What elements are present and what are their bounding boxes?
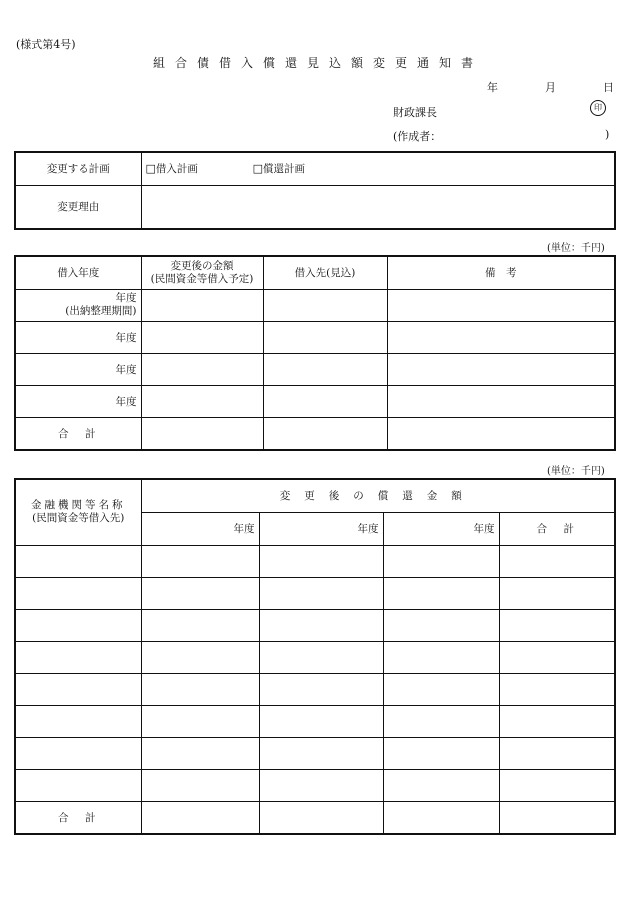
header-total-col: 合 計 bbox=[499, 512, 615, 545]
institution-cell[interactable] bbox=[15, 545, 141, 577]
year-3-amount-cell[interactable] bbox=[383, 769, 499, 801]
option-repayment-plan-label: 償還計画 bbox=[263, 163, 305, 176]
header-amount-line2: (民間資金等借入予定) bbox=[150, 272, 254, 285]
table-row bbox=[15, 737, 615, 769]
row-amount-cell[interactable] bbox=[141, 353, 263, 385]
header-year-col-1: 年度 bbox=[141, 512, 259, 545]
year-1-amount-cell[interactable] bbox=[141, 641, 259, 673]
header-remarks: 備 考 bbox=[387, 256, 615, 289]
total-cell[interactable] bbox=[499, 801, 615, 834]
header-institution bbox=[15, 479, 141, 545]
change-reason-field[interactable] bbox=[141, 185, 615, 229]
year-1-amount-cell[interactable] bbox=[141, 673, 259, 705]
total-row bbox=[15, 417, 615, 450]
header-institution-line2: (民間資金等借入先) bbox=[32, 512, 125, 525]
row-year-cell bbox=[15, 289, 141, 321]
year-3-amount-cell[interactable] bbox=[383, 737, 499, 769]
total-cell[interactable] bbox=[383, 801, 499, 834]
year-1-amount-cell[interactable] bbox=[141, 737, 259, 769]
row-total-cell[interactable] bbox=[499, 577, 615, 609]
date-month-label: 月 bbox=[545, 81, 556, 94]
row-lender-cell[interactable] bbox=[263, 385, 387, 417]
row-amount-cell[interactable] bbox=[141, 289, 263, 321]
year-2-amount-cell[interactable] bbox=[259, 705, 383, 737]
row-total-cell[interactable] bbox=[499, 769, 615, 801]
total-lender-cell bbox=[263, 417, 387, 450]
row-remarks-cell[interactable] bbox=[387, 385, 615, 417]
row-total-cell[interactable] bbox=[499, 705, 615, 737]
row-amount-cell[interactable] bbox=[141, 385, 263, 417]
author-label: (作成者： bbox=[393, 130, 442, 143]
date-day-label: 日 bbox=[603, 81, 614, 94]
checkbox-borrowing-plan[interactable]: □ bbox=[145, 162, 156, 176]
row-total-cell[interactable] bbox=[499, 545, 615, 577]
institution-cell[interactable] bbox=[15, 673, 141, 705]
row-amount-cell[interactable] bbox=[141, 321, 263, 353]
year-3-amount-cell[interactable] bbox=[383, 641, 499, 673]
year-3-amount-cell[interactable] bbox=[383, 545, 499, 577]
header-year-col-2: 年度 bbox=[259, 512, 383, 545]
row-year-note: (出納整理期間) bbox=[65, 305, 137, 317]
row-year-label: 年度 bbox=[15, 353, 141, 385]
table-row bbox=[15, 353, 615, 385]
table-row bbox=[15, 705, 615, 737]
row-year-label: 年度 bbox=[15, 385, 141, 417]
change-plan-options bbox=[141, 152, 615, 185]
year-3-amount-cell[interactable] bbox=[383, 577, 499, 609]
row-lender-cell[interactable] bbox=[263, 289, 387, 321]
department-head-label: 財政課長 bbox=[393, 106, 437, 119]
institution-cell[interactable] bbox=[15, 609, 141, 641]
year-1-amount-cell[interactable] bbox=[141, 705, 259, 737]
checkbox-repayment-plan[interactable]: □ bbox=[252, 162, 263, 176]
header-institution-line1: 金融機関等名称 bbox=[31, 499, 126, 512]
year-2-amount-cell[interactable] bbox=[259, 545, 383, 577]
row-remarks-cell[interactable] bbox=[387, 321, 615, 353]
row-total-cell[interactable] bbox=[499, 609, 615, 641]
repayment-table bbox=[14, 478, 616, 835]
table-row bbox=[15, 289, 615, 321]
table-row bbox=[15, 609, 615, 641]
institution-cell[interactable] bbox=[15, 641, 141, 673]
header-year-col-3: 年度 bbox=[383, 512, 499, 545]
row-total-cell[interactable] bbox=[499, 737, 615, 769]
header-amount-after-change bbox=[141, 256, 263, 289]
institution-cell[interactable] bbox=[15, 705, 141, 737]
year-1-amount-cell[interactable] bbox=[141, 769, 259, 801]
header-borrowing-year: 借入年度 bbox=[15, 256, 141, 289]
year-3-amount-cell[interactable] bbox=[383, 609, 499, 641]
borrowing-unit-label: (単位：千円) bbox=[547, 243, 605, 254]
table-row bbox=[15, 385, 615, 417]
change-plan-label: 変更する計画 bbox=[15, 152, 141, 185]
table-row bbox=[15, 641, 615, 673]
change-plan-table bbox=[14, 151, 616, 230]
row-lender-cell[interactable] bbox=[263, 353, 387, 385]
row-year-label: 年度 bbox=[115, 292, 137, 304]
total-label: 合 計 bbox=[15, 801, 141, 834]
total-row bbox=[15, 801, 615, 834]
row-total-cell[interactable] bbox=[499, 641, 615, 673]
borrowing-table bbox=[14, 255, 616, 451]
year-2-amount-cell[interactable] bbox=[259, 737, 383, 769]
year-2-amount-cell[interactable] bbox=[259, 769, 383, 801]
row-lender-cell[interactable] bbox=[263, 321, 387, 353]
year-2-amount-cell[interactable] bbox=[259, 641, 383, 673]
row-total-cell[interactable] bbox=[499, 673, 615, 705]
total-cell[interactable] bbox=[141, 801, 259, 834]
header-amount-line1: 変更後の金額 bbox=[170, 259, 234, 272]
form-number: (様式第4号) bbox=[16, 38, 76, 51]
document-title: 組合債借入償還見込額変更通知書 bbox=[152, 56, 483, 70]
year-1-amount-cell[interactable] bbox=[141, 545, 259, 577]
option-borrowing-plan-label: 借入計画 bbox=[155, 163, 198, 176]
total-label: 合 計 bbox=[15, 417, 141, 450]
year-3-amount-cell[interactable] bbox=[383, 705, 499, 737]
year-2-amount-cell[interactable] bbox=[259, 577, 383, 609]
year-1-amount-cell[interactable] bbox=[141, 577, 259, 609]
institution-cell[interactable] bbox=[15, 769, 141, 801]
table-row bbox=[15, 769, 615, 801]
institution-cell[interactable] bbox=[15, 577, 141, 609]
table-row bbox=[15, 577, 615, 609]
change-reason-label: 変更理由 bbox=[15, 185, 141, 229]
row-remarks-cell[interactable] bbox=[387, 353, 615, 385]
year-3-amount-cell[interactable] bbox=[383, 673, 499, 705]
total-cell[interactable] bbox=[259, 801, 383, 834]
table-row bbox=[15, 321, 615, 353]
total-remarks-cell bbox=[387, 417, 615, 450]
institution-cell[interactable] bbox=[15, 737, 141, 769]
seal-icon: 印 bbox=[590, 100, 606, 116]
date-year-label: 年 bbox=[487, 81, 498, 94]
table-row bbox=[15, 545, 615, 577]
repayment-unit-label: (単位：千円) bbox=[547, 466, 605, 477]
year-2-amount-cell[interactable] bbox=[259, 673, 383, 705]
header-lender: 借入先(見込) bbox=[263, 256, 387, 289]
header-repayment-amount: 変更後の償還金額 bbox=[141, 479, 615, 512]
author-close-paren: ) bbox=[605, 128, 610, 141]
row-remarks-cell[interactable] bbox=[387, 289, 615, 321]
row-year-label: 年度 bbox=[15, 321, 141, 353]
year-2-amount-cell[interactable] bbox=[259, 609, 383, 641]
year-1-amount-cell[interactable] bbox=[141, 609, 259, 641]
table-row bbox=[15, 673, 615, 705]
total-amount-cell[interactable] bbox=[141, 417, 263, 450]
